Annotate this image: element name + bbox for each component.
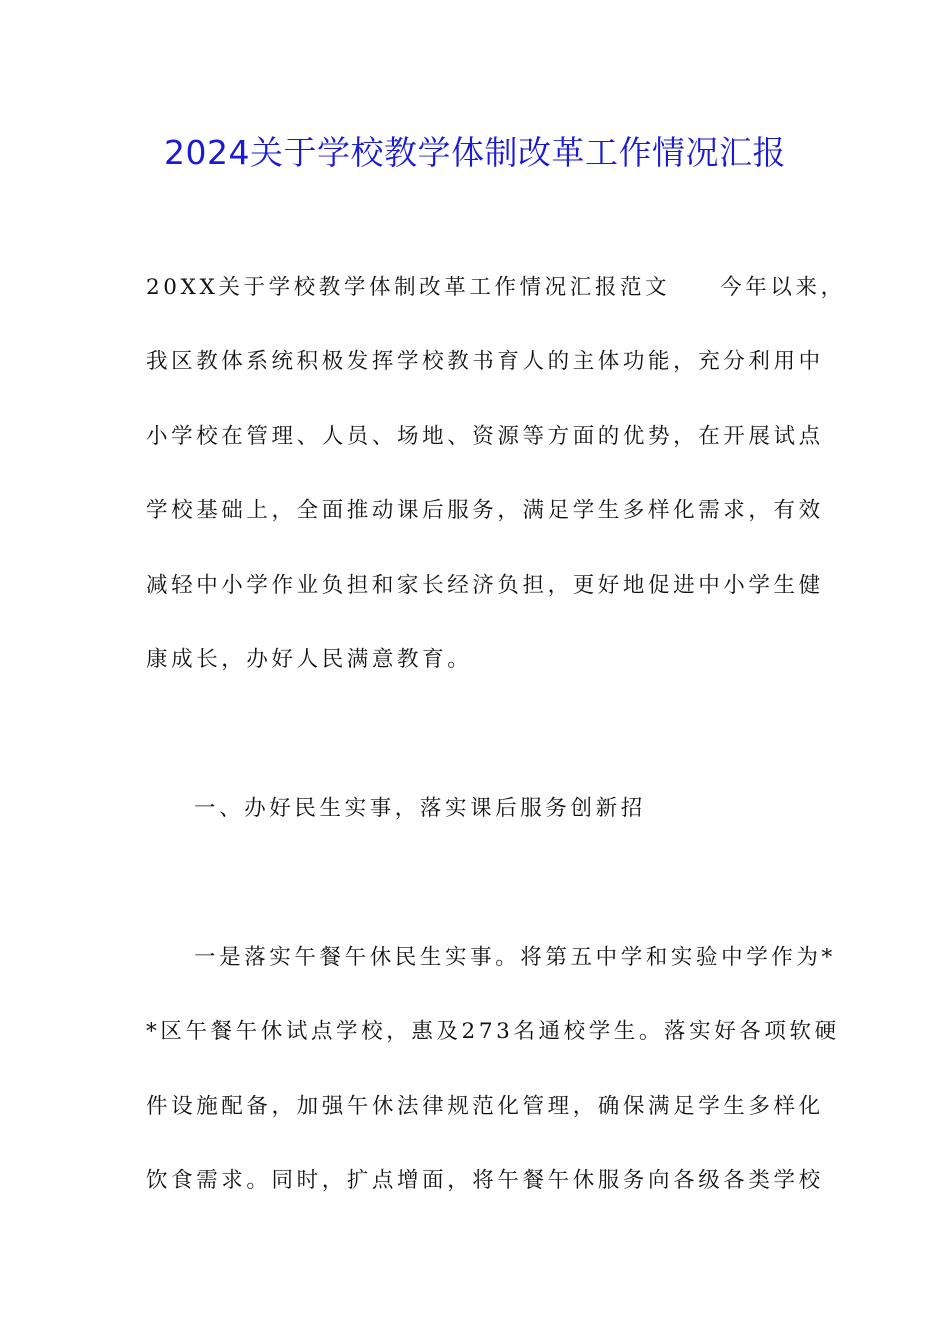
intro-line-5: 减轻中小学作业负担和家长经济负担，更好地促进中小学生健 bbox=[146, 573, 824, 598]
document-title: 2024关于学校教学体制改革工作情况汇报 bbox=[164, 133, 786, 172]
intro-line-1-tail: 今年以来， bbox=[720, 275, 846, 300]
para1-line-1: 一是落实午餐午休民生实事。将第五中学和实验中学作为* bbox=[194, 945, 836, 970]
intro-line-4: 学校基础上，全面推动课后服务，满足学生多样化需求，有效 bbox=[146, 498, 824, 523]
section-heading: 一、办好民生实事，落实课后服务创新招 bbox=[194, 796, 646, 821]
intro-line-6: 康成长，办好人民满意教育。 bbox=[146, 647, 473, 672]
para1-line-2: *区午餐午休试点学校，惠及273名通校学生。落实好各项软硬 bbox=[146, 1019, 840, 1044]
intro-line-1 bbox=[146, 272, 846, 304]
para1-line-4: 饮食需求。同时，扩点增面，将午餐午休服务向各级各类学校 bbox=[146, 1168, 824, 1193]
intro-line-1-text: 20XX关于学校教学体制改革工作情况汇报范文 bbox=[146, 275, 671, 300]
intro-line-3: 小学校在管理、人员、场地、资源等方面的优势，在开展试点 bbox=[146, 424, 824, 449]
para1-line-3: 件设施配备，加强午休法律规范化管理，确保满足学生多样化 bbox=[146, 1094, 824, 1119]
intro-line-2: 我区教体系统积极发挥学校教书育人的主体功能，充分利用中 bbox=[146, 349, 824, 374]
